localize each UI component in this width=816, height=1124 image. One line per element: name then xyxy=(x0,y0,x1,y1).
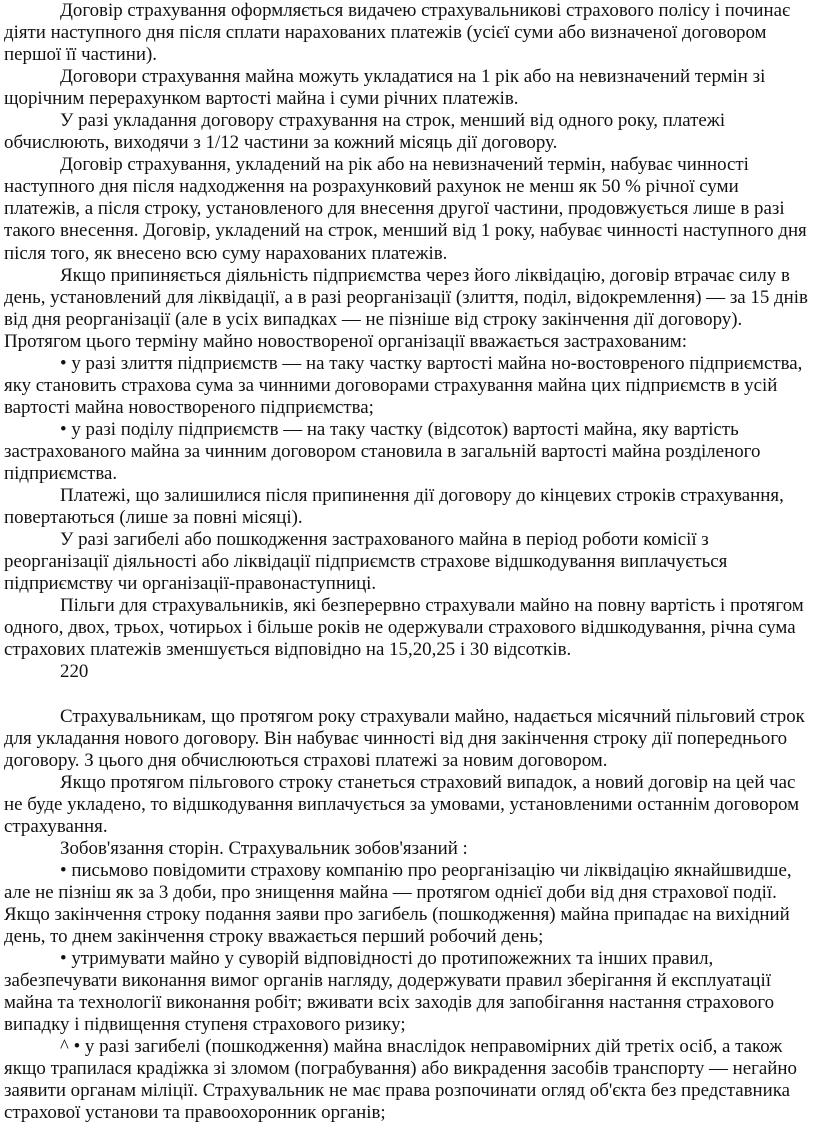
paragraph-grace-period-event: Якщо протягом пільгового строку станеться страховий випадок, а новий договір на цей час не буде укладено, то відшкодування виплачується за умовами, установленими останнім договором страхування. xyxy=(4,771,800,837)
page-break-gap xyxy=(4,683,808,705)
paragraph-contract-term: Договори страхування майна можуть укладатися на 1 рік або на невизначений термін зі щорічним перерахунком вартості майна і суми річних платежів. xyxy=(4,66,766,110)
paragraph-loss-during-reorganization: У разі загибелі або пошкодження застрахованого майна в період роботи комісії з реорганізації діяльності або ліквідації підприємств страхове відшкодування виплачується підприємству чи організації-правонаступниці. xyxy=(4,529,728,595)
paragraph-grace-period: Страхувальникам, що протягом року страхували майно, надається місячний пільговий строк для укладання нового договору. Він набуває чинності від дня закінчення строку дії попереднього договору. З цього дня обчислюються страхові платежі за новим договором. xyxy=(4,705,805,771)
paragraph-liquidation: Якщо припиняється діяльність підприємства через його ліквідацію, договір втрачає силу в день, установлений для ліквідації, а в разі реорганізації (злиття, поділ, відокремлення) — за 15 днів від дня реорганізації (але в усіх випадках — не пізніше від строку закінчення дії договору). Протягом цього терміну майно новоствореної організації вважається застрахованим: xyxy=(4,264,808,352)
paragraph-police-bullet: ^ • у разі загибелі (пошкодження) майна внаслідок неправомірних дій третіх осіб, а також якщо трапилася крадіжка зі зломом (пограбування) або викрадення засобів транспорту — негайно заявити органам міліції. Страхувальник не має права розпочинати огляд об'єкта без представника страхової установи та правоохоронник органів; xyxy=(4,1036,797,1124)
paragraph-refund: Платежі, що залишилися після припинення дії договору до кінцевих строків страхування, повертаються (лише за повні місяці). xyxy=(4,485,784,529)
paragraph-notify-bullet: • письмово повідомити страхову компанію про реорганізацію чи ліквідацію якнайшвидше, але не пізніш як за 3 доби, про знищення майна — протягом однієї доби від дня страхової події. Якщо закінчення строку подання заяви про загибель (пошкодження) майна припадає на вихідний день, то днем закінчення строку вважається перший робочий день; xyxy=(4,859,792,947)
paragraph-contract-effect: Договір страхування, укладений на рік або на невизначений термін, набуває чинності наступного дня після надходження на розрахунковий рахунок не менш як 50 % річної суми платежів, а після строку, установленого для внесення другої частини, продовжується лише в разі такого внесення. Договір, укладений на строк, менший від 1 року, набуває чинності наступного дня після того, як внесено всю суму нарахованих платежів. xyxy=(4,154,807,264)
paragraph-short-term-payments: У разі укладання договору страхування на строк, менший від одного року, платежі обчислюють, виходячи з 1/12 частини за кожний місяць дії договору. xyxy=(4,110,726,154)
paragraph-obligations-heading: Зобов'язання сторін. Страхувальник зобов'язаний : xyxy=(60,837,468,859)
paragraph-discounts: Пільги для страхувальників, які безперервно страхували майно на повну вартість і протягом одного, двох, трьох, чотирьох і більше років не одержували страхового відшкодування, річна сума страхових платежів зменшується відповідно на 15,20,25 і 30 відсотків. xyxy=(4,595,804,661)
paragraph-division-bullet: • у разі поділу підприємств — на таку частку (відсоток) вартості майна, яку вартість застрахованого майна за чинним договором становила в загальній вартості майна розділеного підприємства. xyxy=(4,418,761,484)
paragraph-maintain-bullet: • утримувати майно у суворій відповідності до протипожежних та інших правил, забезпечувати виконання вимог органів нагляду, додержувати правил зберігання й експлуатації майна та технології виконання робіт; вживати всіх заходів для запобігання настання страхового випадку і підвищення ступеня страхового ризику; xyxy=(4,948,775,1036)
paragraph-policy-issuance: Договір страхування оформляється видачею страхувальникові страхового полісу і починає діяти наступного дня після сплати нарахованих платежів (усієї суми або визначеної договором першої її частини). xyxy=(4,0,791,66)
page-number: 220 xyxy=(60,661,89,683)
paragraph-merger-bullet: • у разі злиття підприємств — на таку частку вартості майна но-востовреного підприємства, яку становить страхова сума за чинними договорами страхування майна цих підприємств в усій вартості майна новоствореного підприємства; xyxy=(4,352,803,418)
